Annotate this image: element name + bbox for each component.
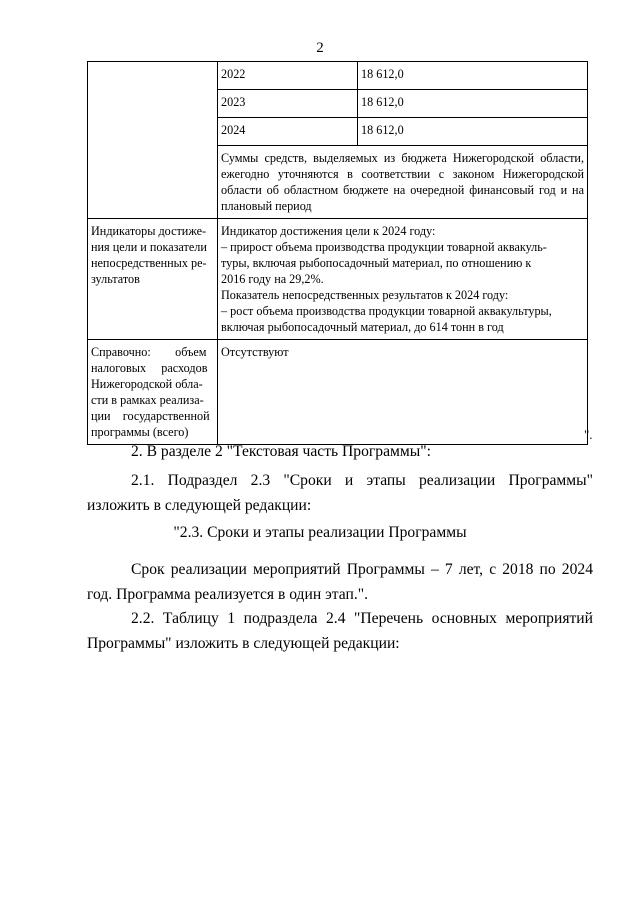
indicator-line: – рост объема производства продукции товарной аквакультуры,: [221, 304, 552, 318]
year-cell: 2022: [218, 62, 358, 90]
reference-label-line: сти в рамках реализа-: [91, 393, 204, 407]
indicators-value-cell: [218, 219, 588, 340]
amount-cell: 18 612,0: [358, 118, 588, 146]
indicator-line: 2016 году на 29,2%.: [221, 272, 324, 286]
indicator-line: – прирост объема производства продукции товарной аквакуль-: [221, 240, 547, 254]
indicator-line: Показатель непосредственных результатов к 2024 году:: [221, 288, 509, 302]
program-passport-table: [87, 61, 588, 445]
reference-label-line: программы (всего): [91, 425, 189, 439]
reference-label-line: Нижегородской обла-: [91, 377, 203, 391]
table-row: [88, 340, 588, 445]
subsection-heading: "2.3. Сроки и этапы реализации Программы: [173, 524, 467, 541]
indicators-label-line: Индикаторы достиже-: [91, 224, 207, 238]
empty-label-cell: [88, 62, 218, 219]
reference-label-cell: [88, 340, 218, 445]
indicators-label-cell: [88, 219, 218, 340]
table-row: [88, 62, 588, 90]
year-cell: 2024: [218, 118, 358, 146]
indicators-label-line: ния цели и показатели: [91, 240, 207, 254]
reference-label-line: ции государственной: [91, 409, 210, 423]
paragraph-2-2: 2.2. Таблицу 1 подраздела 2.4 "Перечень основных мероприятий Программы" изложить в следующей редакции:: [87, 610, 593, 652]
paragraph-term: Срок реализации мероприятий Программы – 7 лет, с 2018 по 2024 год. Программа реализуется в один этап.".: [87, 561, 593, 603]
reference-label-line: Справочно: объем: [91, 345, 207, 359]
indicators-label-line: непосредственных ре-: [91, 256, 207, 270]
amount-cell: 18 612,0: [358, 90, 588, 118]
page-number: 2: [316, 40, 324, 56]
reference-value-cell: Отсутствуют: [218, 340, 588, 445]
paragraph-2-1: 2.1. Подраздел 2.3 "Сроки и этапы реализации Программы" изложить в следующей редакции:: [87, 472, 593, 514]
year-cell: 2023: [218, 90, 358, 118]
amount-cell: 18 612,0: [358, 62, 588, 90]
paragraph-section-2: 2. В разделе 2 "Текстовая часть Программы":: [131, 443, 431, 460]
indicator-line: Индикатор достижения цели к 2024 году:: [221, 224, 436, 238]
funding-note-cell: Суммы средств, выделяемых из бюджета Нижегородской области, ежегодно уточняются в соответствии с законом Нижегородской области об областном бюджете на очередной финансовый год и на плановый период: [218, 146, 588, 219]
indicators-label-line: зультатов: [91, 272, 140, 286]
indicator-line: включая рыбопосадочный материал, до 614 тонн в год: [221, 320, 504, 334]
reference-label-line: налоговых расходов: [91, 361, 208, 375]
indicator-line: туры, включая рыбопосадочный материал, по отношению к: [221, 256, 532, 270]
table-row: [88, 219, 588, 340]
closing-quote: ".: [584, 427, 593, 442]
